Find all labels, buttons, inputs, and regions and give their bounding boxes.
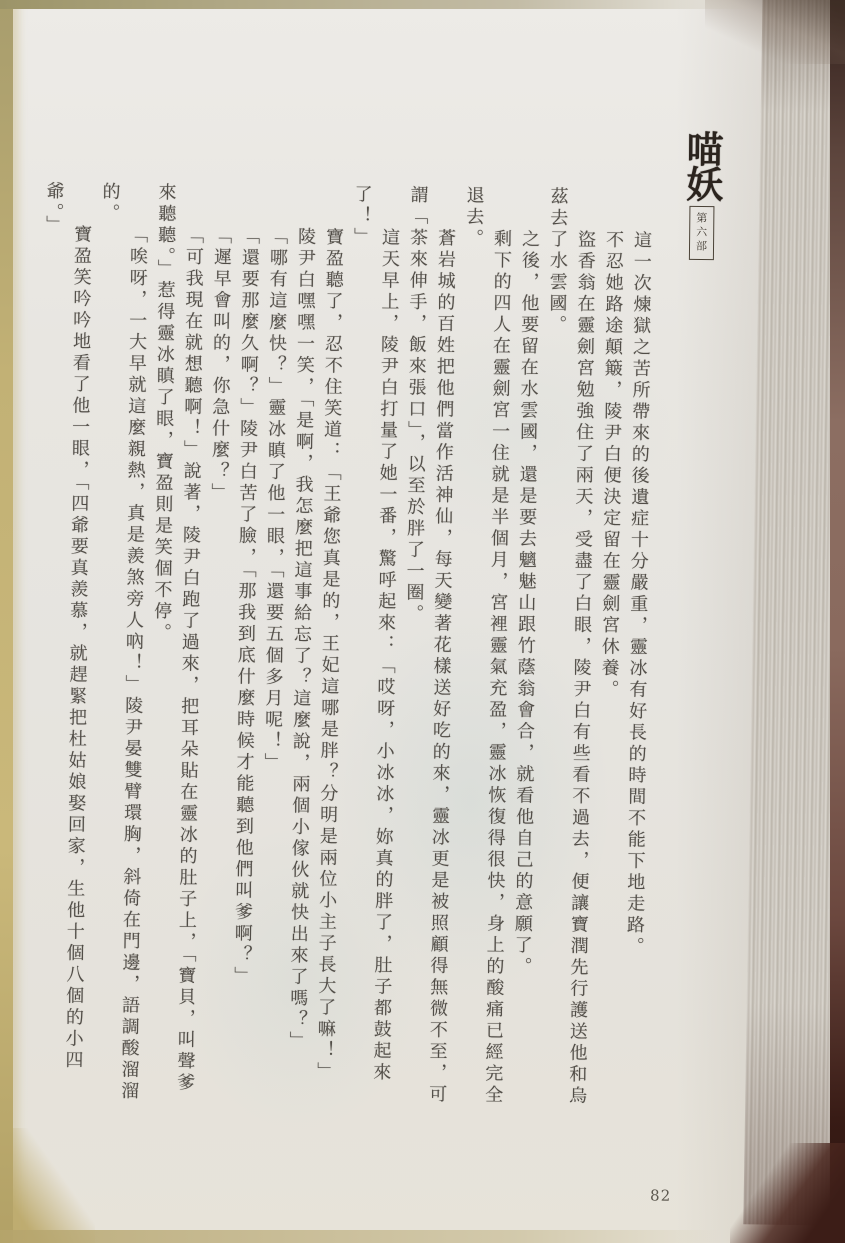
text-columns xyxy=(30,181,656,1112)
paragraph: 之後，他要留在水雲國，還是要去魑魅山跟竹蔭翁會合，就看他自己的意願了。 xyxy=(511,229,541,979)
paragraph: 剩下的四人在靈劍宮一住就是半個月，宮裡靈氣充盈，靈冰恢復得很快，身上的酸痛已經完全退去。 xyxy=(462,185,513,1107)
series-logo xyxy=(675,130,728,261)
paragraph: 陵尹白嘿嘿一笑，「是啊，我怎麼把這事給忘了？這麼說，兩個小傢伙就快出來了嗎？」 xyxy=(286,226,317,1053)
logo-title: 喵妖 xyxy=(679,129,725,201)
paragraph: 這一次煉獄之苦所帶來的後遺症十分嚴重，靈冰有好長的時間不能下地走路。 xyxy=(623,230,653,959)
series-badge: 第六部 xyxy=(688,206,714,260)
paragraph: 「唉呀，一大早就這麼親熱，真是羨煞旁人吶！」陵尹晏雙臂環胸，斜倚在門邊，語調酸溜溜的。 xyxy=(99,181,149,1103)
paragraph: 「可我現在就想聽啊！」說著，陵尹白跑了過來，把耳朵貼在靈冰的肚子上，「寶貝，叫聲爹來聽聽。」惹得靈冰瞋了眼，寶盈則是笑個不停。 xyxy=(150,182,205,1095)
paragraph: 「還要那麼久啊？」陵尹白苦了臉，「那我到底什麼時候才能聽到他們叫爹啊？」 xyxy=(231,226,261,988)
paragraph: 蒼岩城的百姓把他們當作活神仙，每天變著花樣送好吃的來，靈冰更是被照顧得無微不至，可謂「茶來伸手，飯來張口」，以至於胖了一圈。 xyxy=(403,184,457,1106)
paragraph: 寶盈聽了，忍不住笑道：「王爺您真是的，王妃這哪是胖？分明是兩位小主子長大了嘛！」 xyxy=(314,227,345,1084)
paragraph: 不忍她路途顛簸，陵尹白便決定留在靈劍宮休養。 xyxy=(598,230,625,702)
paragraph: 寶盈笑吟吟地看了他一眼，「四爺要真羨慕，就趕緊把杜姑娘娶回家，生他十個八個的小四爺。」 xyxy=(43,181,93,1072)
page-number: 82 xyxy=(649,1186,672,1205)
paragraph: 「哪有這麼快？」靈冰瞋了他一眼，「還要五個多月呢！」 xyxy=(261,226,289,775)
paragraph: 這天早上，陵尹白打量了她一番，驚呼起來：「哎呀，小冰冰，妳真的胖了，肚子都鼓起來了！」 xyxy=(350,184,401,1084)
paragraph: 盜香翁在靈劍宮勉強住了兩天，受盡了白眼，陵尹白有些看不過去，便讓寶潤先行護送他和烏茲去了水雲國。 xyxy=(546,186,597,1108)
paragraph: 「遲早會叫的，你急什麼？」 xyxy=(208,225,233,505)
